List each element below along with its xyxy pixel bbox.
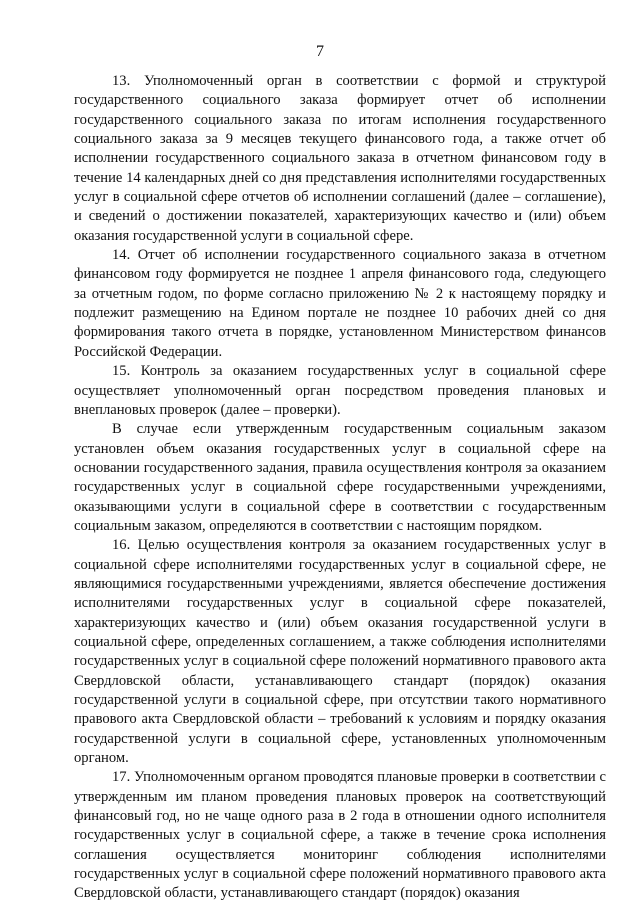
page-number: 7 (316, 43, 324, 60)
paragraph-15: 15. Контроль за оказанием государственных услуг в социальной сфере осуществляет уполномоченный орган посредством проведения плановых и внеплановых проверок (далее – проверки). (74, 363, 606, 418)
paragraph-17: 17. Уполномоченным органом проводятся плановые проверки в соответствии с утвержденным им планом проведения плановых проверок на соответствующий финансовый год, но не чаще одного раза в 2 года в отношении одного исполнителя государственных услуг в социальной сфере, а также в течение срока исполнения соглашения осуществляется мониторинг соблюдения исполнителями государственных услуг в социальной сфере положений нормативного правового акта Свердловской области, устанавливающего стандарт (порядок) оказания (74, 769, 606, 902)
paragraph-13: 13. Уполномоченный орган в соответствии с формой и структурой государственного социального заказа формирует отчет об исполнении государственного социального заказа по итогам исполнения государственного социального заказа за 9 месяцев текущего финансового года, а также отчет об исполнении государственного социального заказа в отчетном финансовом году в течение 14 календарных дней со дня представления исполнителями государственных услуг в социальной сфере отчетов об исполнении соглашений (далее – соглашение), и сведений о достижении показателей, характеризующих качество и (или) объем оказания государственной услуги в социальной сфере. (74, 73, 606, 244)
document-body (74, 72, 606, 904)
paragraph-15-continuation: В случае если утвержденным государственным социальным заказом установлен объем оказания государственных услуг в социальной сфере на основании государственного задания, правила осуществления контроля за оказанием государственных услуг в социальной сфере государственными учреждениями, оказывающими услуги в социальной сфере в соответствии с государственным социальным заказом, определяются в соответствии с настоящим порядком. (74, 421, 606, 534)
paragraph-16: 16. Целью осуществления контроля за оказанием государственных услуг в социальной сфере исполнителями государственных услуг в социальной сфере, не являющимися государственными учреждениями, является обеспечение достижения исполнителями государственных услуг в социальной сфере показателей, характеризующих качество и (или) объем оказания государственной услуги в социальной сфере, определенных соглашением, а также соблюдения исполнителями государственных услуг в социальной сфере положений нормативного правового акта Свердловской области, устанавливающего стандарт (порядок) оказания государственной услуги в социальной сфере, при отсутствии такого нормативного правового акта Свердловской области – требований к условиям и порядку оказания государственной услуги в социальной сфере, установленных уполномоченным органом. (74, 537, 606, 767)
paragraph-14: 14. Отчет об исполнении государственного социального заказа в отчетном финансовом году формируется не позднее 1 апреля финансового года, следующего за отчетным годом, по форме согласно приложению № 2 к настоящему порядку и подлежит размещению на Едином портале не позднее 10 рабочих дней со дня формирования такого отчета в порядке, установленном Министерством финансов Российской Федерации. (74, 247, 606, 360)
